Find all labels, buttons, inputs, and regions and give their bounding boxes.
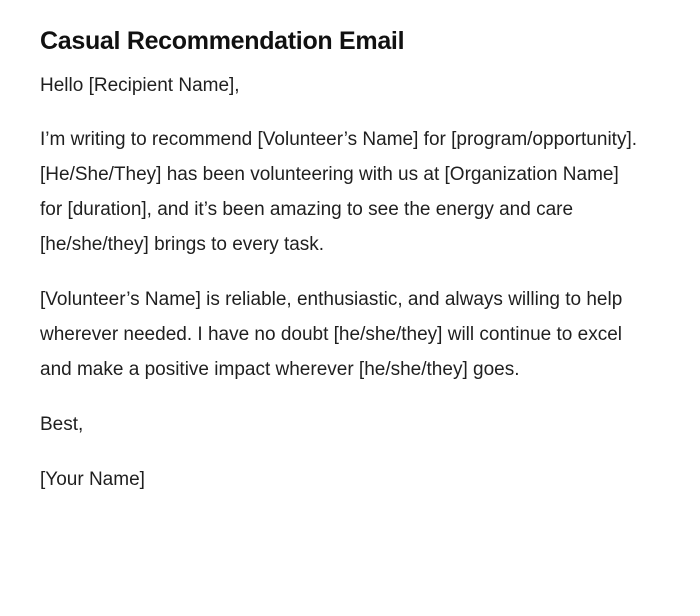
email-paragraph-1: I’m writing to recommend [Volunteer’s Name] for [program/opportunity]. [He/She/They] has been volunteering with us at [Organization Name] for [duration], and it’s been amazing to see the energy and care [he/she/they] brings to every task. bbox=[40, 129, 637, 255]
email-signature: [Your Name] bbox=[40, 469, 145, 490]
email-greeting: Hello [Recipient Name], bbox=[40, 75, 240, 96]
email-closing: Best, bbox=[40, 414, 84, 435]
email-paragraph-2: [Volunteer’s Name] is reliable, enthusiastic, and always willing to help wherever needed. I have no doubt [he/she/they] will continue to excel and make a positive impact wherever [he/she/they] goes. bbox=[40, 289, 623, 380]
document-title: Casual Recommendation Email bbox=[40, 27, 405, 55]
